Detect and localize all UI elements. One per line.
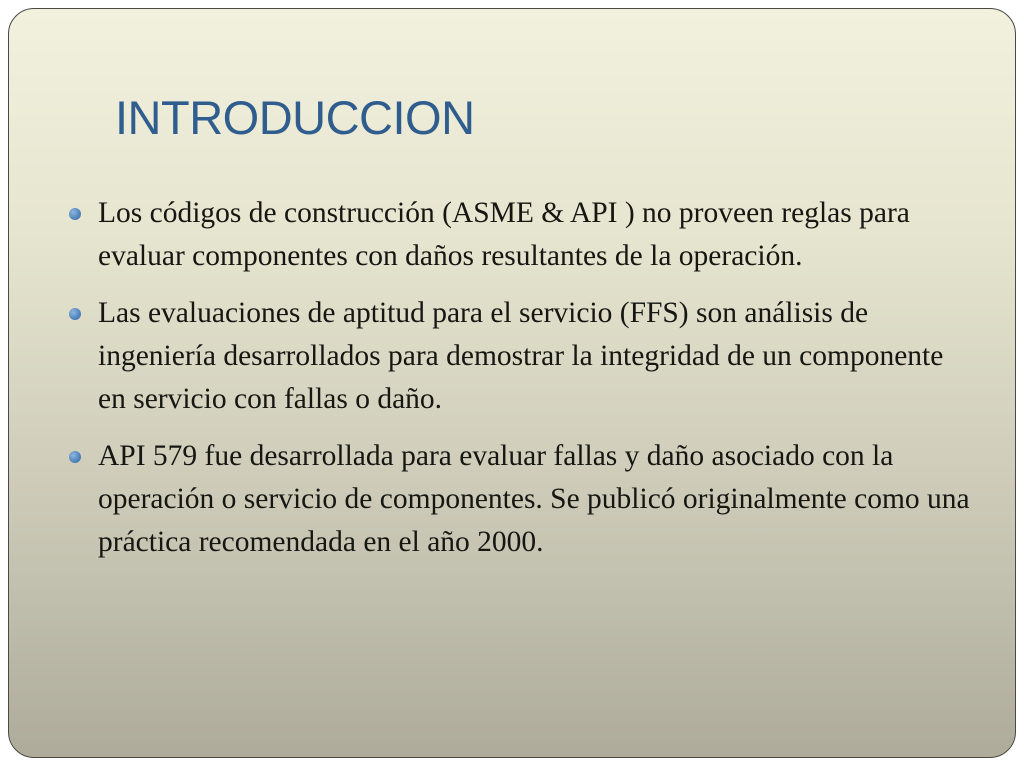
bullet-text: Las evaluaciones de aptitud para el servicio (FFS) son análisis de ingeniería desarrollados para demostrar la integridad de un componente en servicio con fallas o daño. xyxy=(98,297,944,415)
bullet-dot-icon xyxy=(69,308,81,320)
bullet-text: API 579 fue desarrollada para evaluar fallas y daño asociado con la operación o servicio de componentes. Se publicó originalmente como una práctica recomendada en el año 2000. xyxy=(98,440,970,558)
bullet-text: Los códigos de construcción (ASME & API ) no proveen reglas para evaluar componentes con daños resultantes de la operación. xyxy=(98,197,910,272)
bullet-item xyxy=(67,192,977,278)
bullet-item xyxy=(67,435,977,564)
bullet-list xyxy=(67,192,977,578)
bullet-dot-icon xyxy=(69,208,81,220)
bullet-dot-icon xyxy=(69,451,81,463)
slide-title: INTRODUCCION xyxy=(115,91,475,144)
bullet-item xyxy=(67,292,977,421)
slide xyxy=(8,8,1016,758)
